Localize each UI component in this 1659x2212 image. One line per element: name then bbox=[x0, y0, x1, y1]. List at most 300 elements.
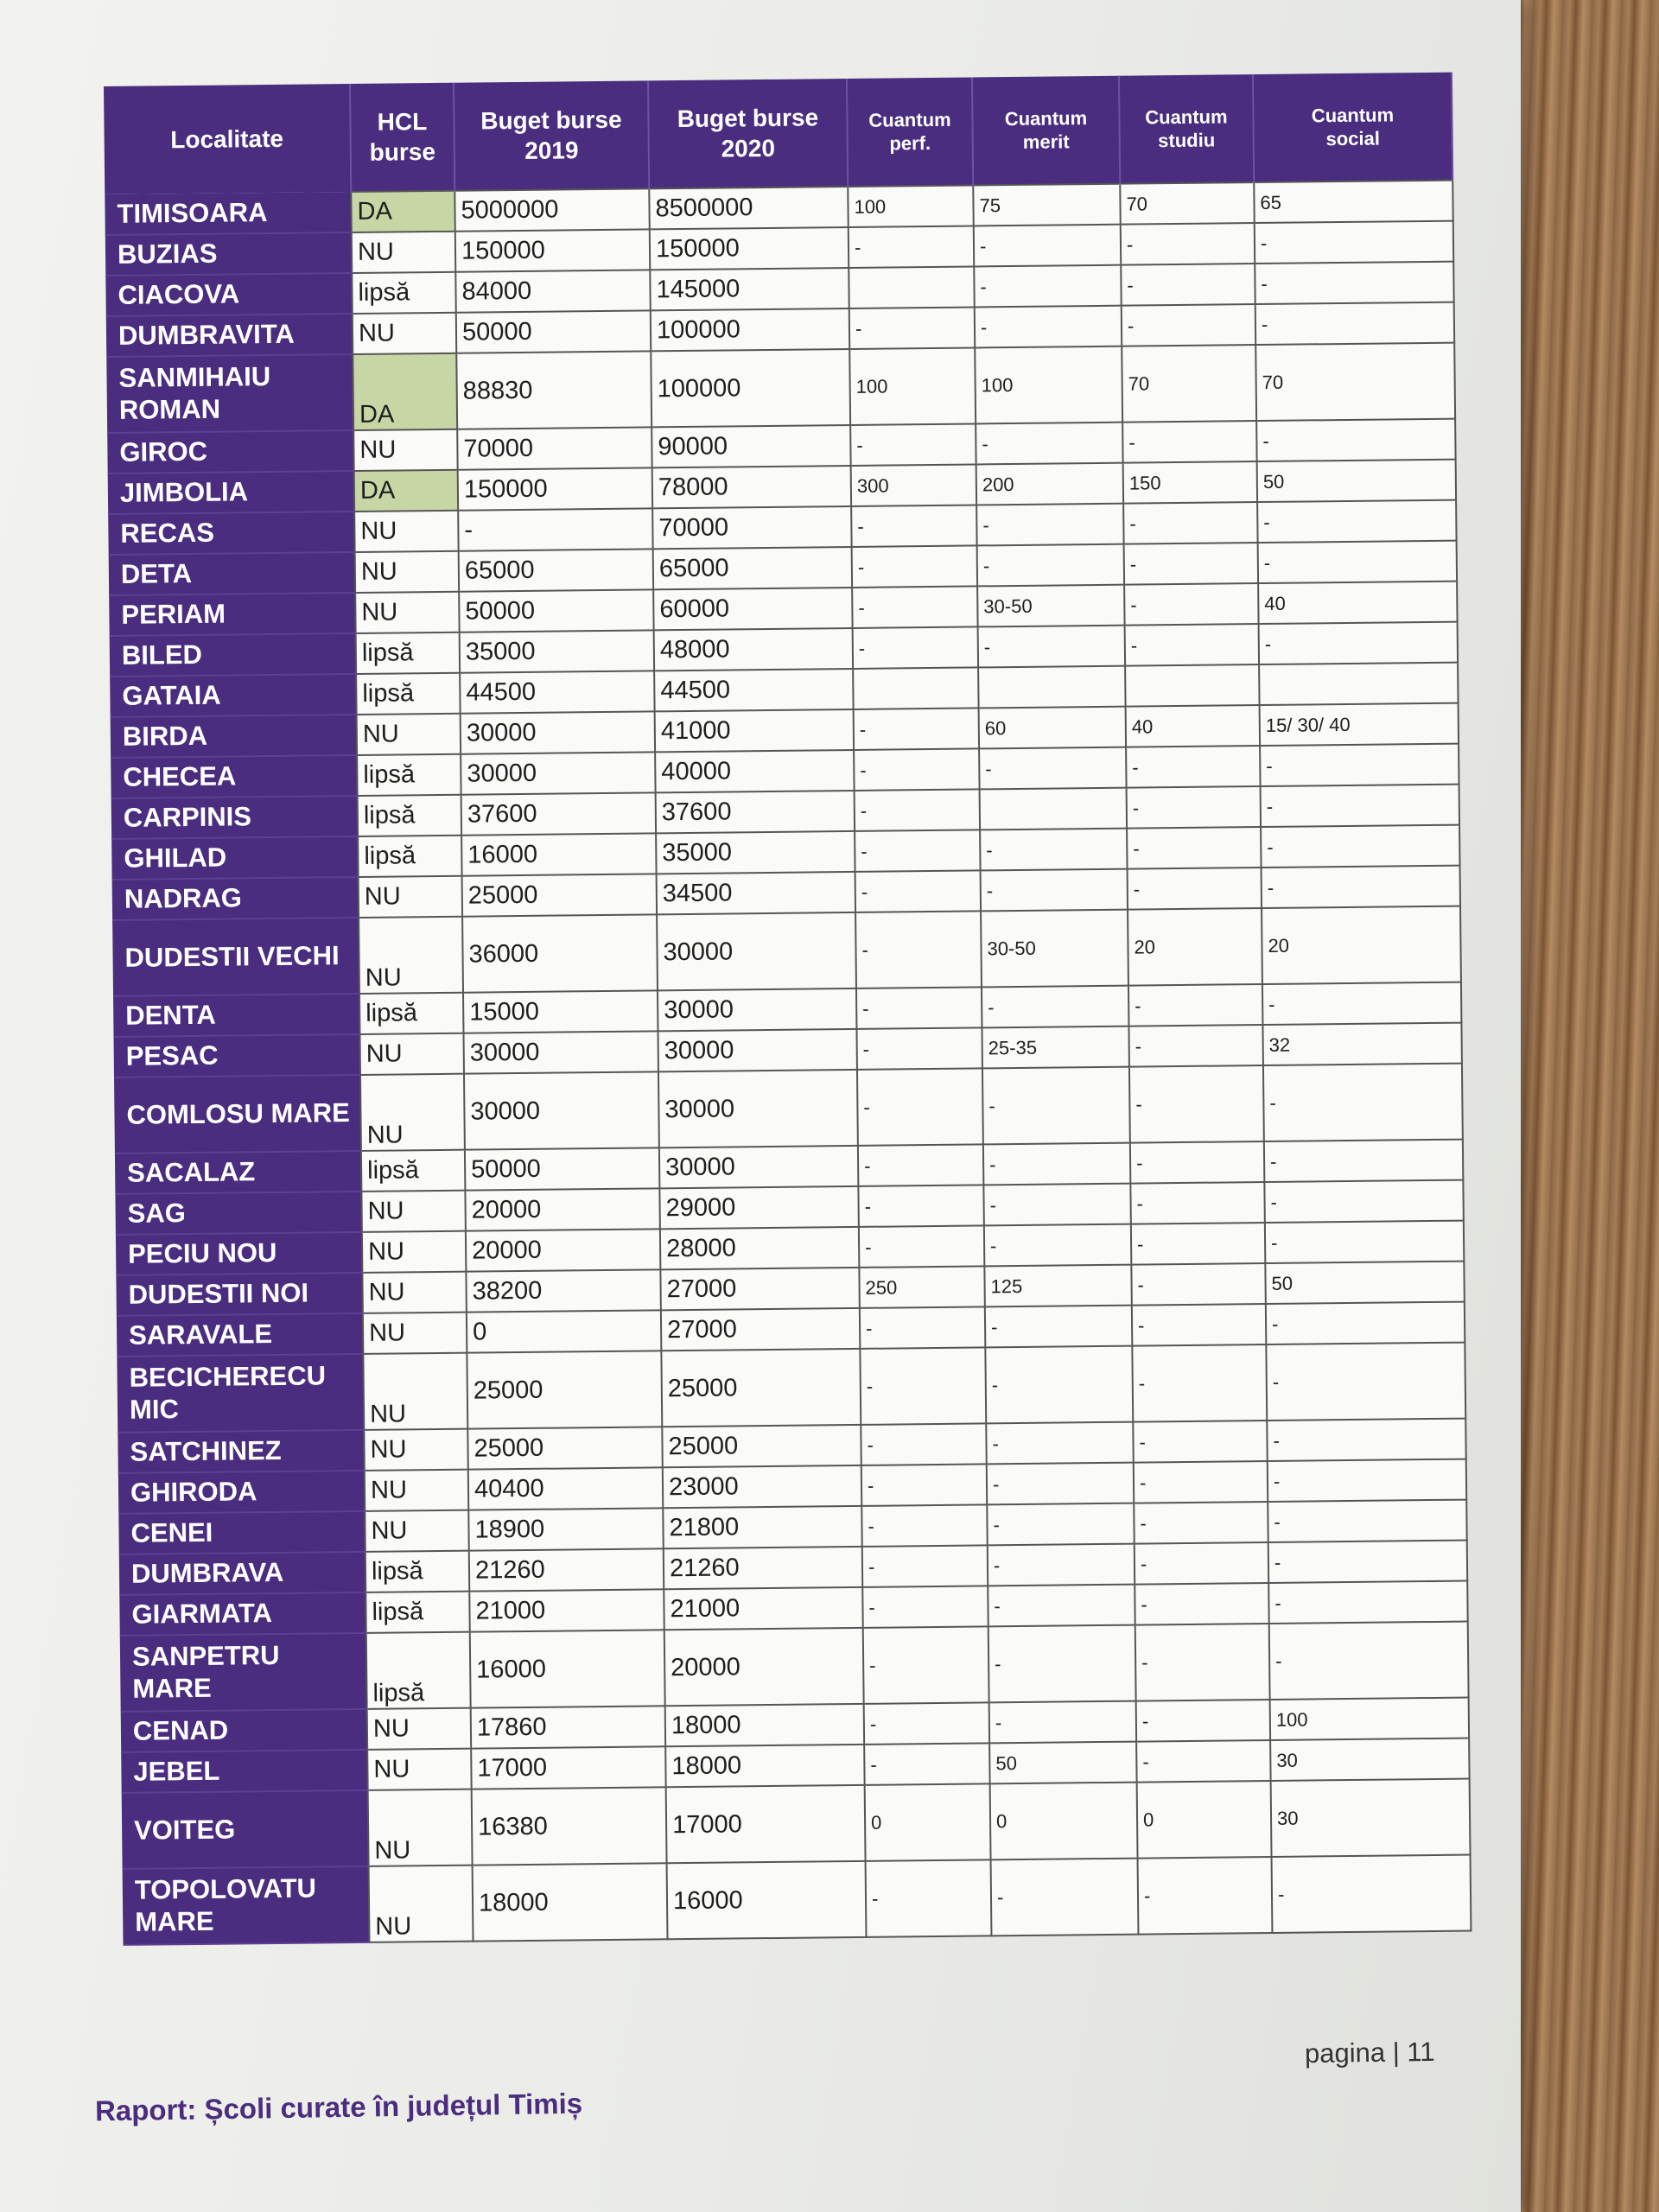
cell-social: - bbox=[1263, 1064, 1463, 1141]
cell-studiu: - bbox=[1121, 223, 1255, 265]
cell-social: - bbox=[1265, 1221, 1464, 1263]
cell-merit: - bbox=[981, 869, 1128, 912]
cell-b2020: 29000 bbox=[659, 1186, 858, 1229]
cell-merit: - bbox=[976, 504, 1123, 546]
cell-b2020: 30000 bbox=[658, 1029, 856, 1071]
cell-perf: - bbox=[855, 830, 980, 872]
cell-merit bbox=[978, 666, 1125, 709]
cell-studiu: - bbox=[1130, 1182, 1264, 1224]
cell-b2020: 23000 bbox=[663, 1465, 861, 1508]
cell-perf: - bbox=[852, 586, 977, 628]
cell-studiu: - bbox=[1136, 1740, 1270, 1783]
cell-b2019: 18000 bbox=[473, 1863, 668, 1941]
cell-social: - bbox=[1258, 541, 1457, 583]
cell-localitate: CARPINIS bbox=[111, 796, 358, 839]
cell-merit: - bbox=[977, 544, 1124, 587]
cell-merit: 30-50 bbox=[977, 585, 1124, 627]
cell-perf: - bbox=[851, 505, 976, 547]
cell-perf: - bbox=[849, 226, 974, 268]
cell-perf: 100 bbox=[849, 347, 976, 425]
cell-studiu: - bbox=[1132, 1344, 1267, 1422]
cell-localitate: DUDESTII NOI bbox=[116, 1273, 362, 1316]
cell-hcl: NU bbox=[361, 1191, 465, 1232]
cell-b2019: 17000 bbox=[471, 1746, 665, 1789]
cell-b2020: 8500000 bbox=[649, 187, 848, 229]
cell-b2020: 70000 bbox=[652, 506, 851, 549]
cell-b2019: 30000 bbox=[463, 1031, 658, 1073]
cell-localitate: DUMBRAVA bbox=[119, 1552, 365, 1595]
cell-merit: - bbox=[988, 1585, 1135, 1627]
cell-perf: - bbox=[861, 1504, 987, 1547]
cell-social: - bbox=[1262, 982, 1461, 1025]
cell-b2020: 27000 bbox=[660, 1268, 859, 1310]
cell-b2020: 17000 bbox=[666, 1785, 866, 1863]
cell-studiu bbox=[1125, 664, 1259, 707]
cell-merit: - bbox=[983, 1143, 1130, 1185]
cell-studiu: - bbox=[1122, 304, 1255, 346]
cell-perf: - bbox=[864, 1702, 989, 1745]
cell-hcl: NU bbox=[364, 1429, 467, 1471]
cell-hcl: DA bbox=[351, 191, 454, 232]
table-body bbox=[105, 181, 1471, 1945]
cell-b2019: 21260 bbox=[469, 1548, 664, 1591]
cell-perf: - bbox=[861, 1464, 987, 1506]
table-row bbox=[114, 1064, 1463, 1154]
cell-hcl: NU bbox=[353, 313, 456, 354]
cell-social: 50 bbox=[1265, 1262, 1464, 1304]
cell-localitate: SARAVALE bbox=[117, 1313, 363, 1357]
report-title-footer: Raport: Școli curate în județul Timiș bbox=[94, 2087, 583, 2127]
table-row bbox=[122, 1779, 1471, 1869]
cell-b2020: 41000 bbox=[655, 709, 854, 752]
cell-localitate: DENTA bbox=[113, 994, 359, 1037]
cell-perf bbox=[853, 667, 978, 709]
cell-hcl: NU bbox=[369, 1866, 474, 1942]
cell-merit: - bbox=[979, 747, 1126, 790]
cell-social: 40 bbox=[1258, 582, 1457, 624]
cell-b2020: 30000 bbox=[658, 1070, 858, 1147]
cell-perf: - bbox=[860, 1306, 985, 1349]
cell-hcl: NU bbox=[362, 1231, 466, 1273]
cell-hcl: lipsă bbox=[359, 993, 463, 1034]
cell-hcl: NU bbox=[352, 232, 455, 273]
cell-localitate: GIROC bbox=[107, 430, 353, 474]
cell-hcl: NU bbox=[357, 714, 461, 755]
cell-social: - bbox=[1257, 500, 1456, 543]
cell-merit: - bbox=[988, 1625, 1136, 1703]
cell-merit: 75 bbox=[973, 184, 1120, 226]
cell-perf: - bbox=[866, 1859, 992, 1937]
cell-b2019: 20000 bbox=[465, 1188, 659, 1230]
cell-social: - bbox=[1268, 1459, 1466, 1502]
cell-localitate: DUMBRAVITA bbox=[106, 314, 353, 357]
cell-b2020: 27000 bbox=[661, 1308, 860, 1351]
cell-social: - bbox=[1264, 1180, 1463, 1223]
cell-perf: - bbox=[849, 307, 975, 349]
cell-social: - bbox=[1272, 1855, 1471, 1933]
cell-hcl: NU bbox=[355, 592, 459, 633]
cell-social: - bbox=[1266, 1302, 1465, 1344]
cell-social: 100 bbox=[1270, 1698, 1469, 1740]
cell-b2020: 100000 bbox=[651, 308, 849, 351]
cell-social: - bbox=[1262, 866, 1460, 908]
cell-studiu: - bbox=[1127, 786, 1261, 829]
cell-social: 70 bbox=[1255, 343, 1455, 421]
cell-b2020: 90000 bbox=[652, 425, 850, 467]
cell-social: - bbox=[1255, 262, 1453, 304]
cell-b2019: 38200 bbox=[466, 1269, 660, 1312]
cell-perf: - bbox=[855, 911, 982, 988]
cell-hcl: NU bbox=[354, 511, 458, 552]
cell-studiu: - bbox=[1128, 868, 1262, 910]
cell-hcl: lipsă bbox=[358, 836, 461, 877]
cell-localitate: VOITEG bbox=[122, 1790, 369, 1869]
cell-studiu: 0 bbox=[1137, 1781, 1272, 1859]
cell-localitate: CENEI bbox=[118, 1511, 365, 1554]
cell-merit: - bbox=[982, 1067, 1130, 1145]
cell-hcl: lipsă bbox=[366, 1632, 471, 1709]
cell-studiu: - bbox=[1131, 1263, 1265, 1306]
cell-b2019: 35000 bbox=[460, 630, 654, 672]
cell-b2020: 44500 bbox=[654, 669, 853, 711]
cell-b2019: 84000 bbox=[455, 270, 650, 312]
cell-hcl: NU bbox=[359, 917, 463, 994]
cell-social: - bbox=[1260, 744, 1459, 786]
cell-social: - bbox=[1264, 1140, 1463, 1182]
cell-b2019: 50000 bbox=[465, 1147, 659, 1190]
cell-merit: - bbox=[987, 1503, 1134, 1546]
table-row bbox=[112, 906, 1461, 996]
cell-hcl: lipsă bbox=[352, 272, 455, 314]
cell-studiu: - bbox=[1123, 502, 1257, 544]
cell-b2019: 88830 bbox=[456, 351, 652, 429]
cell-b2019: 18900 bbox=[468, 1508, 663, 1550]
cell-studiu: 40 bbox=[1126, 705, 1260, 747]
page-number: pagina | 11 bbox=[1304, 2036, 1435, 2069]
cell-b2020: 30000 bbox=[659, 1146, 858, 1188]
cell-merit: 25-35 bbox=[982, 1027, 1128, 1069]
table-row bbox=[120, 1622, 1469, 1712]
cell-b2019: 30000 bbox=[461, 752, 655, 794]
cell-perf: 300 bbox=[851, 464, 976, 506]
cell-b2020: 21000 bbox=[664, 1587, 862, 1630]
cell-b2019: 150000 bbox=[455, 229, 650, 271]
cell-merit: - bbox=[987, 1463, 1134, 1505]
cell-perf: - bbox=[861, 1423, 986, 1465]
cell-localitate: GIARMATA bbox=[119, 1592, 365, 1636]
cell-hcl: lipsă bbox=[365, 1551, 469, 1592]
cell-merit: 200 bbox=[976, 463, 1123, 505]
cell-social: 15/ 30/ 40 bbox=[1260, 703, 1459, 746]
cell-social: - bbox=[1269, 1622, 1469, 1700]
cell-b2020: 18000 bbox=[665, 1704, 864, 1746]
cell-perf: - bbox=[862, 1586, 988, 1628]
cell-perf: - bbox=[857, 1068, 983, 1146]
cell-social: 30 bbox=[1271, 1779, 1471, 1857]
cell-b2019: 0 bbox=[467, 1310, 661, 1352]
cell-hcl: NU bbox=[363, 1313, 467, 1354]
cell-b2020: 21260 bbox=[664, 1547, 862, 1589]
cell-merit: 50 bbox=[989, 1742, 1136, 1784]
cell-studiu: - bbox=[1130, 1141, 1264, 1184]
cell-perf: - bbox=[854, 748, 979, 791]
cell-hcl: lipsă bbox=[365, 1592, 469, 1633]
cell-b2020: 100000 bbox=[651, 349, 850, 427]
cell-b2020: 65000 bbox=[653, 547, 852, 589]
header-cuantum-studiu: Cuantum studiu bbox=[1119, 74, 1254, 184]
cell-b2020: 30000 bbox=[657, 912, 856, 990]
cell-social: 20 bbox=[1262, 906, 1461, 984]
cell-studiu: - bbox=[1126, 746, 1260, 788]
cell-perf: - bbox=[855, 789, 980, 831]
cell-b2020: 37600 bbox=[656, 791, 855, 833]
cell-localitate: GHILAD bbox=[111, 836, 358, 880]
header-cuantum-social: Cuantum social bbox=[1253, 73, 1452, 182]
cell-merit bbox=[980, 788, 1127, 830]
cell-b2020: 25000 bbox=[661, 1349, 861, 1427]
cell-localitate: SANPETRU MARE bbox=[120, 1633, 367, 1712]
cell-b2019: 30000 bbox=[464, 1071, 659, 1149]
cell-hcl: NU bbox=[365, 1470, 468, 1511]
cell-merit: - bbox=[975, 306, 1122, 348]
cell-studiu: - bbox=[1133, 1421, 1267, 1463]
cell-b2020: 150000 bbox=[650, 227, 849, 270]
cell-b2020: 16000 bbox=[667, 1861, 867, 1939]
cell-b2020: 28000 bbox=[660, 1227, 859, 1269]
cell-social: - bbox=[1261, 825, 1459, 868]
cell-b2020: 18000 bbox=[665, 1745, 864, 1787]
cell-merit: - bbox=[991, 1859, 1139, 1936]
cell-localitate: SAG bbox=[115, 1192, 361, 1235]
cell-b2020: 20000 bbox=[664, 1628, 864, 1706]
cell-social: - bbox=[1267, 1419, 1465, 1461]
cell-b2019: 20000 bbox=[466, 1229, 660, 1271]
cell-perf: 250 bbox=[859, 1266, 984, 1308]
cell-b2019: 25000 bbox=[462, 874, 657, 916]
cell-studiu: - bbox=[1127, 827, 1261, 869]
cell-localitate: BIRDA bbox=[111, 715, 357, 758]
cell-studiu: 70 bbox=[1122, 345, 1256, 423]
cell-hcl: NU bbox=[367, 1749, 471, 1790]
cell-hcl: lipsă bbox=[361, 1150, 465, 1192]
header-localitate: Localitate bbox=[104, 84, 351, 194]
cell-merit: - bbox=[985, 1346, 1133, 1424]
cell-studiu: - bbox=[1134, 1461, 1268, 1503]
cell-perf bbox=[849, 266, 974, 308]
cell-hcl: DA bbox=[353, 353, 457, 430]
cell-localitate: NADRAG bbox=[112, 877, 359, 920]
cell-merit: 60 bbox=[979, 707, 1126, 749]
cell-b2019: 5000000 bbox=[454, 188, 649, 231]
scholarship-budget-table bbox=[104, 73, 1471, 1946]
cell-b2019: 16000 bbox=[470, 1630, 665, 1707]
cell-perf: 100 bbox=[848, 185, 973, 227]
cell-social: - bbox=[1261, 785, 1459, 827]
cell-hcl: NU bbox=[360, 1033, 464, 1075]
cell-social: - bbox=[1255, 302, 1454, 345]
cell-studiu: - bbox=[1125, 624, 1259, 666]
cell-social: - bbox=[1268, 1500, 1466, 1542]
cell-merit: - bbox=[984, 1224, 1131, 1267]
cell-studiu: - bbox=[1129, 1065, 1264, 1143]
cell-social: - bbox=[1266, 1343, 1465, 1421]
cell-b2019: 17860 bbox=[471, 1706, 665, 1748]
cell-perf: - bbox=[859, 1225, 984, 1268]
cell-hcl: NU bbox=[353, 429, 457, 471]
cell-hcl: NU bbox=[367, 1708, 471, 1750]
cell-merit: 100 bbox=[975, 346, 1122, 424]
table-row bbox=[117, 1343, 1465, 1433]
cell-merit: - bbox=[980, 829, 1127, 871]
cell-hcl: NU bbox=[365, 1510, 468, 1552]
cell-perf: - bbox=[856, 1027, 982, 1070]
cell-localitate: COMLOSU MARE bbox=[114, 1075, 361, 1154]
cell-merit: - bbox=[978, 626, 1125, 668]
cell-merit: - bbox=[989, 1701, 1136, 1744]
cell-studiu: 70 bbox=[1120, 182, 1254, 225]
cell-b2020: 34500 bbox=[657, 872, 855, 914]
cell-localitate: JEBEL bbox=[121, 1750, 367, 1793]
cell-b2019: 65000 bbox=[459, 549, 653, 591]
cell-b2019: 25000 bbox=[467, 1351, 662, 1428]
cell-perf: - bbox=[864, 1743, 989, 1785]
cell-localitate: RECAS bbox=[108, 512, 354, 555]
cell-merit: - bbox=[985, 1306, 1132, 1348]
header-hcl: HCL burse bbox=[350, 83, 454, 192]
cell-social: 32 bbox=[1262, 1023, 1461, 1065]
cell-localitate: BUZIAS bbox=[105, 232, 352, 276]
cell-b2019: 37600 bbox=[461, 792, 656, 835]
header-buget-2019: Buget burse 2019 bbox=[454, 80, 649, 190]
cell-perf: - bbox=[862, 1545, 988, 1587]
cell-social bbox=[1259, 663, 1458, 705]
cell-perf: - bbox=[850, 423, 976, 466]
cell-localitate: SANMIHAIU ROMAN bbox=[106, 354, 353, 433]
cell-b2020: 30000 bbox=[658, 988, 856, 1031]
cell-localitate: CENAD bbox=[121, 1709, 367, 1752]
cell-social: - bbox=[1268, 1541, 1467, 1583]
cell-perf: - bbox=[858, 1185, 983, 1227]
cell-localitate: CHECEA bbox=[111, 755, 357, 798]
cell-social: 65 bbox=[1254, 181, 1452, 223]
cell-b2020: 60000 bbox=[653, 588, 852, 630]
cell-merit: - bbox=[983, 1184, 1130, 1226]
cell-b2019: 15000 bbox=[463, 990, 658, 1033]
cell-b2020: 21800 bbox=[663, 1506, 861, 1548]
cell-hcl: NU bbox=[362, 1272, 466, 1313]
cell-studiu: - bbox=[1135, 1542, 1268, 1585]
cell-merit: - bbox=[974, 225, 1121, 267]
cell-b2019: 36000 bbox=[462, 914, 658, 992]
cell-b2019: 50000 bbox=[456, 310, 651, 353]
cell-studiu: - bbox=[1135, 1583, 1268, 1625]
cell-b2019: 30000 bbox=[461, 711, 655, 753]
cell-b2019: 25000 bbox=[467, 1427, 662, 1469]
table-row bbox=[123, 1855, 1471, 1945]
cell-hcl: NU bbox=[363, 1353, 467, 1430]
cell-hcl: lipsă bbox=[356, 632, 460, 674]
cell-b2020: 48000 bbox=[654, 628, 853, 671]
cell-b2020: 35000 bbox=[656, 831, 855, 874]
cell-merit: 30-50 bbox=[981, 910, 1128, 988]
cell-hcl: lipsă bbox=[358, 795, 461, 836]
cell-localitate: PECIU NOU bbox=[116, 1232, 362, 1275]
cell-localitate: DUDESTII VECHI bbox=[112, 918, 359, 996]
cell-merit: 125 bbox=[984, 1265, 1131, 1307]
cell-studiu: 20 bbox=[1128, 908, 1262, 986]
cell-hcl: lipsă bbox=[356, 673, 460, 715]
header-buget-2020: Buget burse 2020 bbox=[648, 79, 848, 188]
cell-studiu: - bbox=[1135, 1624, 1270, 1701]
cell-localitate: GHIRODA bbox=[118, 1471, 365, 1514]
cell-social: - bbox=[1259, 622, 1458, 664]
cell-b2020: 40000 bbox=[655, 750, 854, 792]
cell-b2019: - bbox=[458, 508, 652, 550]
cell-merit: - bbox=[974, 265, 1121, 308]
cell-studiu: - bbox=[1122, 421, 1256, 463]
cell-social: 50 bbox=[1257, 460, 1456, 502]
cell-merit: - bbox=[976, 423, 1122, 465]
cell-hcl: NU bbox=[355, 551, 459, 593]
cell-perf: - bbox=[854, 708, 979, 750]
cell-studiu: - bbox=[1121, 264, 1255, 306]
cell-studiu: - bbox=[1136, 1700, 1270, 1742]
wooden-table-background bbox=[1503, 0, 1659, 2212]
header-cuantum-merit: Cuantum merit bbox=[972, 76, 1120, 186]
cell-localitate: BILED bbox=[110, 633, 356, 677]
cell-b2020: 25000 bbox=[662, 1425, 861, 1467]
cell-localitate: SATCHINEZ bbox=[118, 1430, 364, 1473]
cell-localitate: GATAIA bbox=[110, 674, 356, 717]
table-row bbox=[106, 343, 1455, 433]
cell-b2019: 40400 bbox=[468, 1467, 663, 1510]
cell-hcl: lipsă bbox=[357, 754, 461, 796]
cell-b2019: 70000 bbox=[457, 427, 652, 469]
cell-studiu: - bbox=[1128, 984, 1262, 1027]
cell-localitate: TIMISOARA bbox=[105, 192, 351, 235]
cell-localitate: DETA bbox=[109, 552, 355, 595]
cell-b2019: 21000 bbox=[469, 1589, 664, 1631]
cell-b2019: 150000 bbox=[458, 467, 652, 510]
cell-b2020: 145000 bbox=[650, 268, 849, 310]
cell-perf: - bbox=[852, 545, 977, 588]
cell-merit: - bbox=[982, 986, 1128, 1028]
cell-perf: - bbox=[863, 1626, 989, 1704]
scholarship-table-container bbox=[104, 73, 1471, 1946]
cell-perf: - bbox=[855, 870, 981, 912]
cell-localitate: SACALAZ bbox=[115, 1151, 361, 1194]
cell-merit: - bbox=[986, 1422, 1133, 1465]
cell-merit: - bbox=[988, 1544, 1135, 1586]
cell-social: - bbox=[1268, 1581, 1467, 1624]
cell-b2019: 16000 bbox=[461, 833, 656, 875]
cell-b2019: 50000 bbox=[459, 589, 653, 632]
cell-hcl: NU bbox=[368, 1789, 473, 1866]
cell-localitate: PESAC bbox=[114, 1034, 360, 1077]
cell-localitate: JIMBOLIA bbox=[108, 471, 354, 514]
cell-localitate: TOPOLOVATU MARE bbox=[123, 1866, 370, 1945]
cell-studiu: - bbox=[1131, 1223, 1265, 1265]
cell-localitate: PERIAM bbox=[109, 593, 355, 636]
cell-b2020: 78000 bbox=[652, 466, 851, 508]
cell-b2019: 44500 bbox=[460, 671, 654, 713]
cell-perf: - bbox=[856, 987, 982, 1029]
cell-perf: 0 bbox=[865, 1783, 991, 1861]
table-header-row bbox=[104, 73, 1452, 194]
cell-perf: - bbox=[853, 626, 978, 669]
cell-localitate: CIACOVA bbox=[105, 273, 352, 316]
cell-localitate: BECICHERECU MIC bbox=[117, 1354, 364, 1433]
